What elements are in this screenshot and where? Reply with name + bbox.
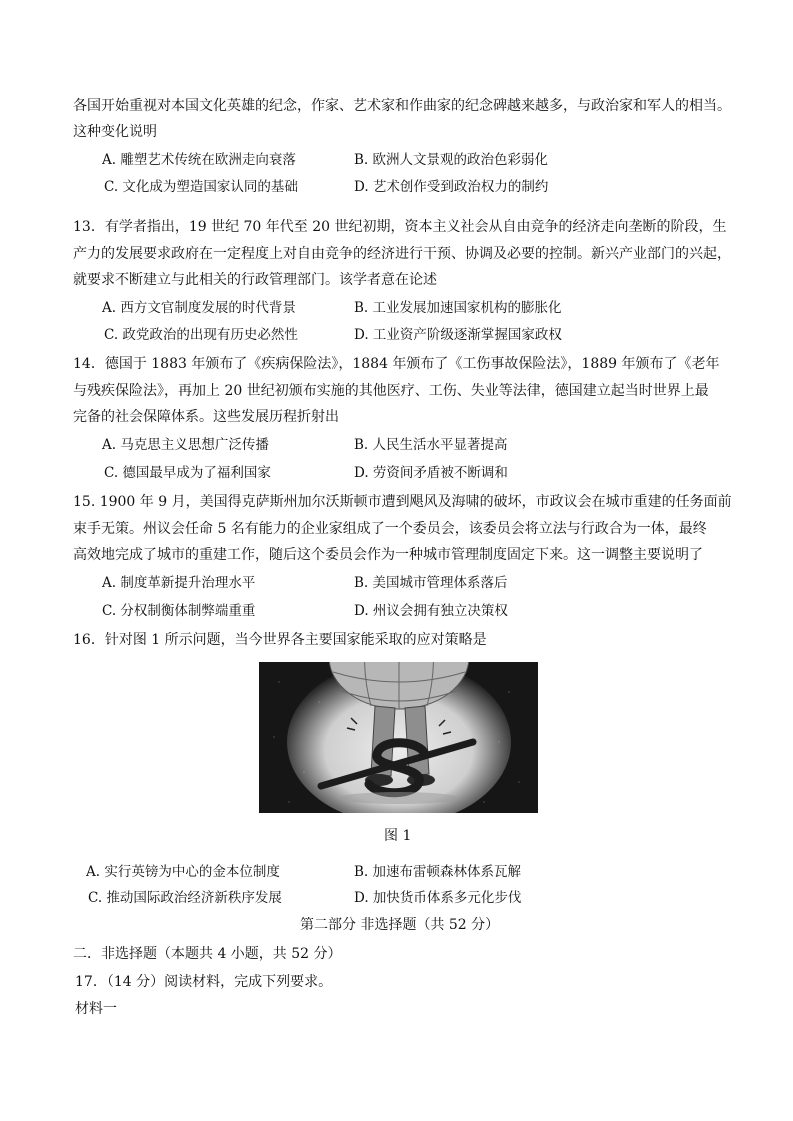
q13-stem-line3: 就要求不断建立与此相关的行政管理部门。该学者意在论述 bbox=[73, 272, 437, 288]
q13-option-d: D. 工业资产阶级逐渐掌握国家政权 bbox=[354, 327, 562, 343]
q14-option-b: B. 人民生活水平显著提高 bbox=[354, 437, 508, 453]
q17-stem: 17．（14 分）阅读材料，完成下列要求。 bbox=[75, 974, 333, 990]
q12-stem-line1: 各国开始重视对本国文化英雄的纪念，作家、艺术家和作曲家的纪念碑越来越多，与政治家和军人的相当。 bbox=[73, 98, 731, 114]
q15-option-c: C. 分权制衡体制弊端重重 bbox=[102, 603, 256, 619]
q14-stem-line1: 14．德国于 1883 年颁布了《疾病保险法》，1884 年颁布了《工伤事故保险法》，1889 年颁布了《老年 bbox=[73, 356, 720, 372]
q15-option-a: A. 制度革新提升治理水平 bbox=[102, 575, 256, 591]
q16-stem-line1: 16．针对图 1 所示问题，当今世界各主要国家能采取的应对策略是 bbox=[73, 632, 487, 648]
q14-option-a: A. 马克思主义思想广泛传播 bbox=[102, 437, 269, 453]
q12-option-b: B. 欧洲人文景观的政治色彩弱化 bbox=[354, 152, 549, 168]
q15-stem-line1: 15. 1900 年 9 月，美国得克萨斯州加尔沃斯顿市遭到飓风及海啸的破坏，市政议会在城市重建的任务面前 bbox=[73, 494, 732, 510]
q15-stem-line3: 高效地完成了城市的重建工作，随后这个委员会作为一种城市管理制度固定下来。这一调整主要说明了 bbox=[73, 547, 703, 563]
figure-1 bbox=[259, 662, 538, 813]
q14-option-d: D. 劳资间矛盾被不断调和 bbox=[354, 465, 508, 481]
q14-stem-line3: 完备的社会保障体系。这些发展历程折射出 bbox=[73, 409, 339, 425]
q14-stem-line2: 与残疾保险法》，再加上 20 世纪初颁布实施的其他医疗、工伤、失业等法律，德国建立起当时世界上最 bbox=[73, 383, 709, 399]
q14-option-c: C. 德国最早成为了福利国家 bbox=[104, 465, 271, 481]
q12-stem-line2: 这种变化说明 bbox=[73, 124, 157, 140]
q15-option-b: B. 美国城市管理体系落后 bbox=[354, 575, 508, 591]
q15-option-d: D. 州议会拥有独立决策权 bbox=[354, 603, 508, 619]
q13-option-c: C. 政党政治的出现有历史必然性 bbox=[104, 327, 298, 343]
q16-option-c: C. 推动国际政治经济新秩序发展 bbox=[88, 890, 282, 906]
q12-option-c: C. 文化成为塑造国家认同的基础 bbox=[104, 179, 298, 195]
globe-dollar-icon bbox=[259, 662, 538, 813]
q16-option-a: A. 实行英镑为中心的金本位制度 bbox=[86, 864, 280, 880]
q13-option-b: B. 工业发展加速国家机构的膨胀化 bbox=[354, 300, 562, 316]
q15-stem-line2: 束手无策。州议会任命 5 名有能力的企业家组成了一个委员会，该委员会将立法与行政合为一体，最终 bbox=[73, 521, 707, 537]
q16-option-d: D. 加快货币体系多元化步伐 bbox=[354, 890, 522, 906]
q13-stem-line1: 13．有学者指出，19 世纪 70 年代至 20 世纪初期，资本主义社会从自由竞争的经济走向垄断的阶段，生 bbox=[73, 219, 727, 235]
q16-option-b: B. 加速布雷顿森林体系瓦解 bbox=[354, 864, 522, 880]
part2-title: 第二部分 非选择题（共 52 分） bbox=[300, 917, 500, 933]
figure-caption: 图 1 bbox=[384, 828, 412, 844]
q13-stem-line2: 产力的发展要求政府在一定程度上对自由竞争的经济进行干预、协调及必要的控制。新兴产业部门的兴起， bbox=[73, 246, 731, 262]
q12-option-d: D. 艺术创作受到政治权力的制约 bbox=[354, 179, 549, 195]
material-label: 材料一 bbox=[75, 1001, 117, 1017]
q13-option-a: A. 西方文官制度发展的时代背景 bbox=[102, 300, 296, 316]
section-heading: 二．非选择题（本题共 4 小题，共 52 分） bbox=[73, 946, 342, 962]
q12-option-a: A. 雕塑艺术传统在欧洲走向衰落 bbox=[102, 152, 296, 168]
